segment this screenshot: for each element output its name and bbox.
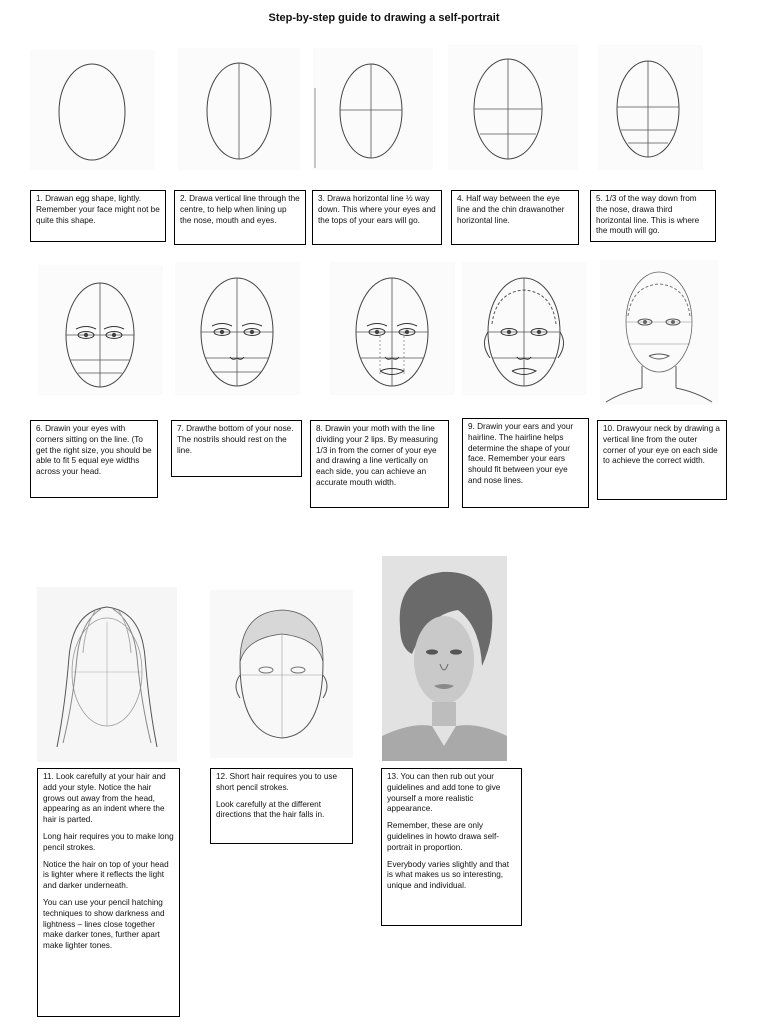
step-11-text-4: You can use your pencil hatching techniques to show darkness and lightness – lines close together make darker tones, further apart make lighter tones. — [43, 897, 165, 951]
step-9-text: 9. Drawin your ears and your hairline. The hairline helps determine the shape of your face. Remember your ears should fit between your eye and nose lines. — [468, 422, 574, 485]
step-4-text-box — [451, 190, 579, 245]
step-7-text: 7. Drawthe bottom of your nose. The nostrils should rest on the line. — [177, 424, 294, 455]
step-13-illustration — [382, 556, 507, 761]
step-13-text-3: Everybody varies slightly and that is what makes us so interesting, unique and individual. — [387, 859, 509, 891]
step-9-illustration — [462, 262, 587, 395]
step-3-text: 3. Drawa horizontal line ½ way down. This where your eyes and the tops of your ears will go. — [318, 194, 436, 225]
step-1-illustration — [30, 50, 155, 170]
step-1-text: 1. Drawan egg shape, lightly. Remember your face might not be quite this shape. — [36, 194, 160, 225]
step-11-text-2: Long hair requires you to make long pencil strokes. — [43, 831, 174, 852]
step-3-text-box — [312, 190, 442, 245]
step-11-text-box — [37, 768, 180, 1017]
step-8-illustration — [330, 262, 455, 395]
step-4-illustration — [448, 45, 578, 170]
step-13-text-box — [381, 768, 522, 926]
step-2-text: 2. Drawa vertical line through the centre, to help when lining up the nose, mouth and eyes. — [180, 194, 300, 225]
step-8-text-box — [310, 420, 449, 508]
step-12-text-box — [210, 768, 353, 844]
step-3-illustration — [313, 48, 433, 170]
step-11-text-3: Notice the hair on top of your head is lighter where it reflects the light and darker underneath. — [43, 859, 169, 891]
step-12-illustration — [210, 590, 353, 758]
step-4-text: 4. Half way between the eye line and the chin drawanother horizontal line. — [457, 194, 565, 225]
step-10-text-box — [597, 420, 727, 500]
step-11-illustration — [37, 587, 177, 762]
step-6-text: 6. Drawin your eyes with corners sitting on the line. (To get the right size, you should be able to fit 5 equal eye widths across your head. — [36, 424, 152, 477]
step-5-illustration — [598, 45, 703, 170]
step-12-text-2: Look carefully at the different directions that the hair falls in. — [216, 799, 325, 820]
step-5-text: 5. 1/3 of the way down from the nose, drawa third horizontal line. This is where the mouth will go. — [596, 194, 700, 236]
step-11-text-1: 11. Look carefully at your hair and add your style. Notice the hair grows out away from the head, appearing as an indent where the hair is parted. — [43, 772, 166, 825]
step-7-illustration — [175, 262, 300, 395]
step-13-text-1: 13. You can then rub out your guidelines and add tone to give yourself a more realistic appearance. — [387, 772, 501, 814]
step-12-text-1: 12. Short hair requires you to use short pencil strokes. — [216, 772, 338, 792]
step-2-illustration — [178, 48, 300, 170]
step-1-text-box — [30, 190, 166, 242]
step-6-text-box — [30, 420, 158, 498]
page-title: Step-by-step guide to drawing a self-portrait — [268, 12, 500, 24]
step-10-text: 10. Drawyour neck by drawing a vertical line from the outer corner of your eye on each side to achieve the correct width. — [603, 424, 720, 466]
step-10-illustration — [600, 260, 718, 405]
step-13-text-2: Remember, these are only guidelines in howto drawa self-portrait in proportion. — [387, 821, 499, 852]
step-2-text-box — [174, 190, 306, 245]
step-6-illustration — [38, 265, 163, 395]
step-8-text: 8. Drawin your moth with the line dividing your 2 lips. By measuring 1/3 in from the corner of your eye and drawing a line vertically on each side, you can achieve an accurate mouth width. — [316, 424, 438, 487]
step-5-text-box — [590, 190, 716, 242]
step-9-text-box — [462, 418, 589, 508]
step-7-text-box — [171, 420, 302, 477]
